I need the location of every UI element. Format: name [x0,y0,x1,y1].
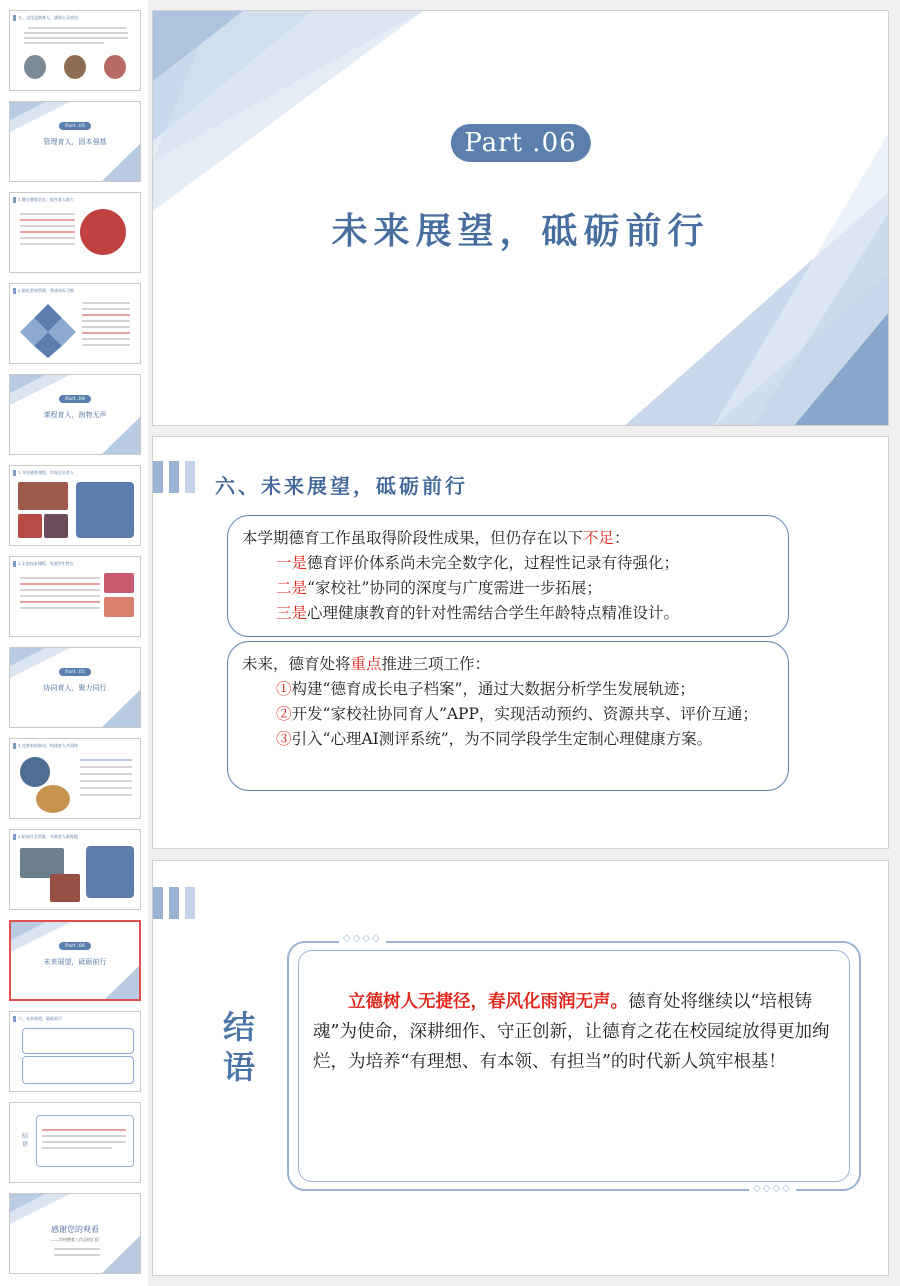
thumbnail-photo [36,785,70,813]
slide-thumbnail-3[interactable] [9,192,141,273]
diamond-ornament: ◇◇◇◇ [749,1183,796,1194]
future-plans-box [227,641,789,791]
section-title: 未来展望，砥砺前行 [331,210,710,252]
slide-thumbnail-rail [0,0,148,1286]
thumbnail-photo [64,55,86,79]
thumbnail-photo [104,597,134,617]
thumbnail-part-badge: Part .06 [59,942,91,950]
thumbnail-part-badge: Part .05 [59,122,91,130]
thumbnail-photo [104,573,134,593]
plan-item: ①构建“德育成长电子档案”，通过大数据分析学生发展轨迹； [276,680,695,698]
slide-thumbnail-12[interactable] [9,1011,141,1092]
plans-intro: 未来，德育处将重点推进三项工作： [242,655,491,673]
thumbnail-title: 六、未来展望，砥砺前行 [18,1016,62,1021]
thumbnail-photo [18,514,42,538]
slide-conclusion[interactable] [152,860,889,1276]
thumbnail-photo [44,514,68,538]
plan-item: ③引入“心理AI测评系统”，为不同学段学生定制心理健康方案。 [276,730,713,748]
shortcoming-item: 三是心理健康教育的针对性需结合学生年龄特点精准设计。 [276,604,680,622]
thumbnail-title: 2.细化常规管理，养成良好习惯 [18,288,74,293]
conclusion-label: 结语 [222,1008,255,1086]
thumbnail-photo [50,874,80,902]
shortcoming-item: 二是“家校社”协同的深度与广度需进一步拓展； [276,579,602,597]
diagram-shape [18,300,78,360]
thumbnail-title: 1.开设德育课程，实现全员育人 [18,470,74,475]
slide-thumbnail-10[interactable] [9,829,141,910]
slide-future-outlook[interactable] [152,436,889,849]
diamond-ornament: ◇◇◇◇ [339,933,386,944]
slide-thumbnail-4[interactable] [9,283,141,364]
thumbnail-title: 2.拓展社会资源，开辟育人新阵地 [18,834,78,839]
slide-thumbnail-2[interactable] [9,101,141,182]
thumbnail-subtitle: ——学校德育工作总结汇报 [51,1237,99,1242]
thumbnail-title: 感谢您的观看 [51,1225,99,1234]
slide-thumbnail-9[interactable] [9,738,141,819]
thumbnail-photo [18,482,68,510]
thumbnail-title: 2.丰富校本课程，发展学生特长 [18,561,74,566]
slide-section-cover[interactable] [152,10,889,426]
plan-item: ②开发“家校社协同育人”APP，实现活动预约、资源共享、评价互通； [276,705,758,723]
thumbnail-title: 课程育人，润物无声 [43,411,107,419]
part-badge: Part .06 [450,124,590,162]
slide-thumbnail-13[interactable] [9,1102,141,1183]
slide-thumbnail-6[interactable] [9,465,141,546]
slide-thumbnail-8[interactable] [9,647,141,728]
thumbnail-title: 1.健全德育队伍，提升育人能力 [18,197,74,202]
title-bars-decoration [153,461,195,493]
thumbnail-part-badge: Part .04 [59,395,91,403]
thumbnail-photo [24,55,46,79]
slide-thumbnail-14[interactable] [9,1193,141,1274]
thumbnail-title: 五、文化浸润育人，涵养心灵底色 [18,15,78,20]
slide-thumbnail-1[interactable] [9,10,141,91]
thumbnail-photo [104,55,126,79]
shortcoming-item: 一是德育评价体系尚未完全数字化，过程性记录有待强化； [276,554,680,572]
thumbnail-photo [80,209,126,255]
slide-thumbnail-7[interactable] [9,556,141,637]
slide-thumbnail-5[interactable] [9,374,141,455]
thumbnail-photo [20,757,50,787]
slide-title: 六、未来展望，砥砺前行 [215,474,468,498]
conclusion-text: 立德树人无捷径，春风化雨润无声。德育处将继续以“培根铸魂”为使命，深耕细作、守正创新，让德育之花在校园绽放得更加绚烂，为培养“有理想、有本领、有担当”的时代新人筑牢根基！ [313,992,830,1072]
shortcomings-intro: 本学期德育工作虽取得阶段性成果，但仍存在以下不足： [242,529,630,547]
thumbnail-part-badge: Part .05 [59,668,91,676]
thumbnail-title: 未来展望，砥砺前行 [43,958,107,966]
thumbnail-title: 管理育人，固本强基 [43,138,107,146]
highlight-text: 不足 [583,529,615,547]
highlight-text: 重点 [350,655,382,673]
thumbnail-title: 1.完善家校联动，构建育人共同体 [18,743,78,748]
shortcomings-box [227,515,789,637]
title-bars-decoration [153,887,195,919]
thumbnail-title: 结语 [22,1133,29,1148]
slide-thumbnail-11[interactable] [9,920,141,1001]
thumbnail-title: 协同育人，聚力同行 [43,684,107,692]
conclusion-quote: 立德树人无捷径，春风化雨润无声。 [348,992,628,1012]
